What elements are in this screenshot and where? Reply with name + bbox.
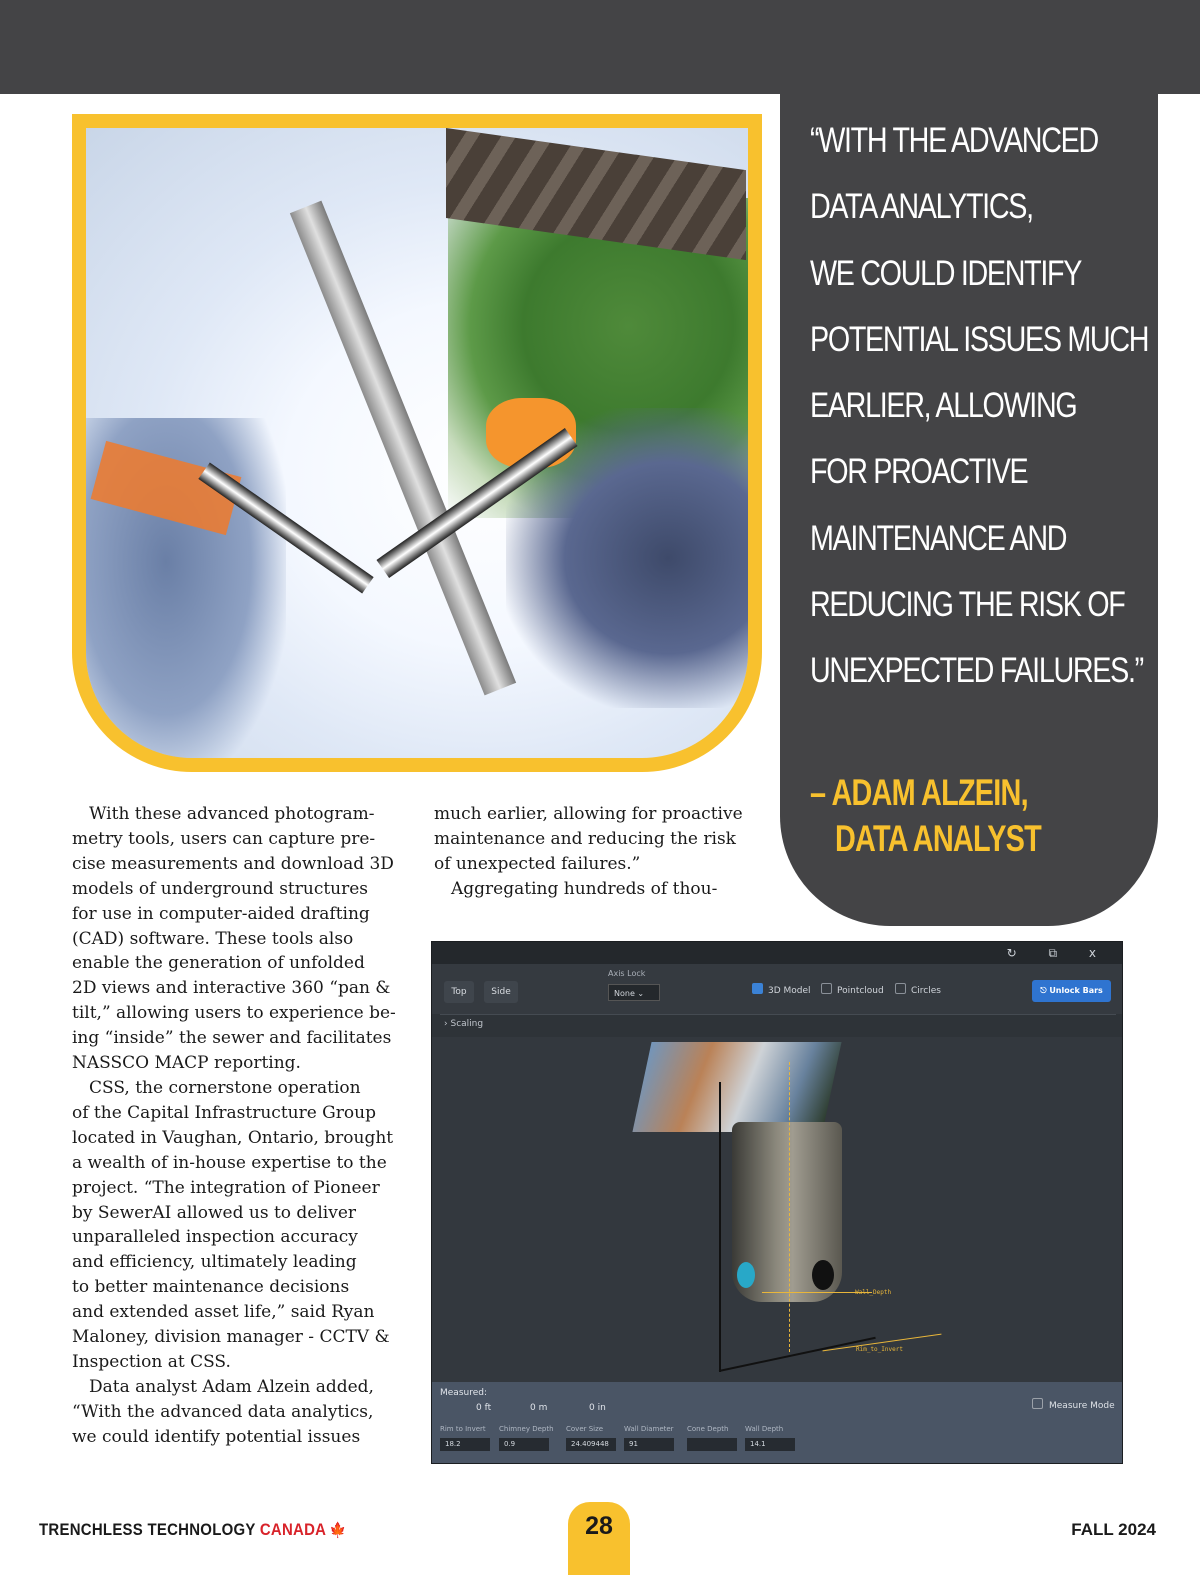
body-text-line: cise measurements and download 3D	[72, 853, 394, 874]
lock-icon: ⎋	[1040, 986, 1047, 995]
checkbox-icon	[821, 983, 832, 994]
body-text-line: CSS, the cornerstone operation	[72, 1077, 361, 1098]
pull-quote-line: REDUCING THE RISK OF	[810, 585, 1125, 625]
pull-quote-line: FOR PROACTIVE	[810, 452, 1028, 492]
body-text-line: located in Vaughan, Ontario, brought	[72, 1127, 394, 1148]
quote-attribution	[810, 770, 1041, 862]
publication-name: TRENCHLESS TECHNOLOGY	[39, 1520, 256, 1539]
chevron-right-icon: ›	[444, 1019, 448, 1029]
field-label: Cover Size	[566, 1425, 604, 1433]
pull-quote-line: DATA ANALYTICS,	[810, 187, 1033, 227]
vertical-axis	[719, 1082, 721, 1372]
wall-depth-input[interactable]: 14.1	[745, 1438, 795, 1451]
field-label: Chimney Depth	[499, 1425, 554, 1433]
pull-quote-line: “WITH THE ADVANCED	[810, 121, 1098, 160]
wall-diameter-input[interactable]: 91	[624, 1438, 674, 1451]
pull-quote-line: MAINTENANCE AND	[810, 518, 1067, 558]
body-text-line: maintenance and reducing the risk	[434, 828, 736, 849]
unlock-bars-label: Unlock Bars	[1049, 986, 1103, 995]
body-text-line: With these advanced photogram-	[72, 804, 375, 824]
cover-size-input[interactable]: 24.409448	[566, 1438, 616, 1451]
pointcloud-label: Pointcloud	[837, 986, 884, 996]
page-number: 28	[585, 1512, 613, 1540]
issue-date: FALL 2024	[1071, 1520, 1156, 1539]
field-label: Wall Diameter	[624, 1425, 674, 1433]
pull-quote-line: EARLIER, ALLOWING	[810, 386, 1077, 426]
measured-label: Measured:	[440, 1388, 487, 1398]
body-text-line: much earlier, allowing for proactive	[434, 804, 743, 824]
body-text-line: Inspection at CSS.	[72, 1351, 231, 1372]
publication-country: CANADA	[259, 1520, 327, 1539]
pull-quote-line: WE COULD IDENTIFY	[810, 253, 1082, 293]
measured-inches: 0 in	[589, 1403, 606, 1413]
model-3d-label: 3D Model	[768, 986, 811, 996]
field-photo	[72, 114, 762, 772]
manhole-pipe-opening-right	[812, 1260, 834, 1290]
body-text-line: unparalleled inspection accuracy	[72, 1227, 358, 1248]
body-column-2	[434, 802, 764, 902]
measured-meters: 0 m	[530, 1403, 548, 1413]
body-column-1	[72, 802, 402, 1450]
chimney-depth-input[interactable]: 0.9	[499, 1438, 549, 1451]
body-text-line: tilt,” allowing users to experience be-	[72, 1003, 396, 1024]
toolbar-divider	[440, 1014, 1116, 1015]
body-text-line: enable the generation of unfolded	[72, 953, 365, 974]
pointcloud-checkbox[interactable]	[821, 983, 884, 996]
body-text-line: models of underground structures	[72, 878, 369, 899]
body-text-line: “With the advanced data analytics,	[72, 1401, 374, 1422]
top-view-button[interactable]: Top	[444, 981, 474, 1003]
body-text-line: of the Capital Infrastructure Group	[72, 1102, 376, 1123]
body-text-line: (CAD) software. These tools also	[72, 928, 354, 949]
axis-lock-value: None	[614, 989, 635, 998]
header-bar	[0, 0, 1200, 94]
body-text-line: for use in computer-aided drafting	[72, 903, 370, 924]
chevron-down-icon: ⌄	[637, 989, 645, 998]
scaling-toggle[interactable]	[444, 1019, 483, 1029]
axis-lock-label: Axis Lock	[608, 969, 646, 978]
field-label: Rim to Invert	[440, 1425, 486, 1433]
body-text-line: ing “inside” the sewer and facilitates	[72, 1028, 392, 1049]
manhole-pipe-opening-left	[737, 1262, 755, 1288]
footer-publication	[39, 1520, 346, 1540]
checkbox-checked-icon	[752, 983, 763, 994]
measured-feet: 0 ft	[476, 1403, 492, 1413]
checkbox-icon	[1032, 1398, 1043, 1409]
side-view-button[interactable]: Side	[484, 981, 518, 1003]
measure-mode-checkbox[interactable]	[1032, 1398, 1115, 1411]
pull-quote-line: POTENTIAL ISSUES MUCH	[810, 319, 1149, 359]
window-buttons[interactable]: ↻ ⧉ x	[1006, 946, 1110, 960]
body-text-line: Aggregating hundreds of thou-	[434, 878, 718, 899]
body-text-line: metry tools, users can capture pre-	[72, 828, 376, 849]
checkbox-icon	[895, 983, 906, 994]
cone-depth-input[interactable]	[687, 1438, 737, 1451]
model-3d-checkbox[interactable]	[752, 983, 811, 996]
body-text-line: a wealth of in-house expertise to the	[72, 1152, 387, 1173]
unlock-bars-button[interactable]	[1032, 980, 1111, 1002]
body-text-line: 2D views and interactive 360 “pan &	[72, 978, 391, 999]
body-text-line: Data analyst Adam Alzein added,	[72, 1376, 374, 1397]
manhole-model-top	[632, 1042, 841, 1132]
attribution-name: – ADAM ALZEIN,	[810, 772, 1028, 813]
rim-to-invert-input[interactable]: 18.2	[440, 1438, 490, 1451]
body-text-line: to better maintenance decisions	[72, 1277, 350, 1298]
body-text-line: of unexpected failures.”	[434, 853, 641, 874]
body-text-line: and efficiency, ultimately leading	[72, 1252, 357, 1273]
measurement-software-screenshot	[431, 941, 1123, 1464]
pull-quote-line: UNEXPECTED FAILURES.”	[810, 651, 1143, 691]
body-text-line: and extended asset life,” said Ryan	[72, 1302, 375, 1323]
scaling-label: Scaling	[450, 1019, 484, 1029]
app-titlebar	[432, 942, 1122, 964]
body-text-line: Maloney, division manager - CCTV &	[72, 1327, 390, 1348]
body-text-line: project. “The integration of Pioneer	[72, 1177, 380, 1198]
maple-leaf-icon: 🍁	[329, 1522, 347, 1539]
depth-measure-line	[789, 1062, 791, 1352]
measure-mode-label: Measure Mode	[1049, 1401, 1115, 1411]
axis-lock-select[interactable]	[608, 984, 660, 1001]
body-text-line: by SewerAI allowed us to deliver	[72, 1202, 357, 1223]
circles-label: Circles	[911, 986, 941, 996]
body-text-line: we could identify potential issues	[72, 1426, 361, 1447]
field-label: Wall Depth	[745, 1425, 784, 1433]
circles-checkbox[interactable]	[895, 983, 941, 996]
body-text-line: NASSCO MACP reporting.	[72, 1053, 301, 1074]
wall-depth-tag: Wall_Depth	[855, 1289, 892, 1296]
rim-to-invert-tag: Rim_to_Invert	[856, 1346, 903, 1353]
pull-quote	[810, 108, 1150, 705]
field-label: Cone Depth	[687, 1425, 729, 1433]
attribution-title: DATA ANALYST	[834, 818, 1041, 859]
measurement-panel	[432, 1382, 1122, 1464]
